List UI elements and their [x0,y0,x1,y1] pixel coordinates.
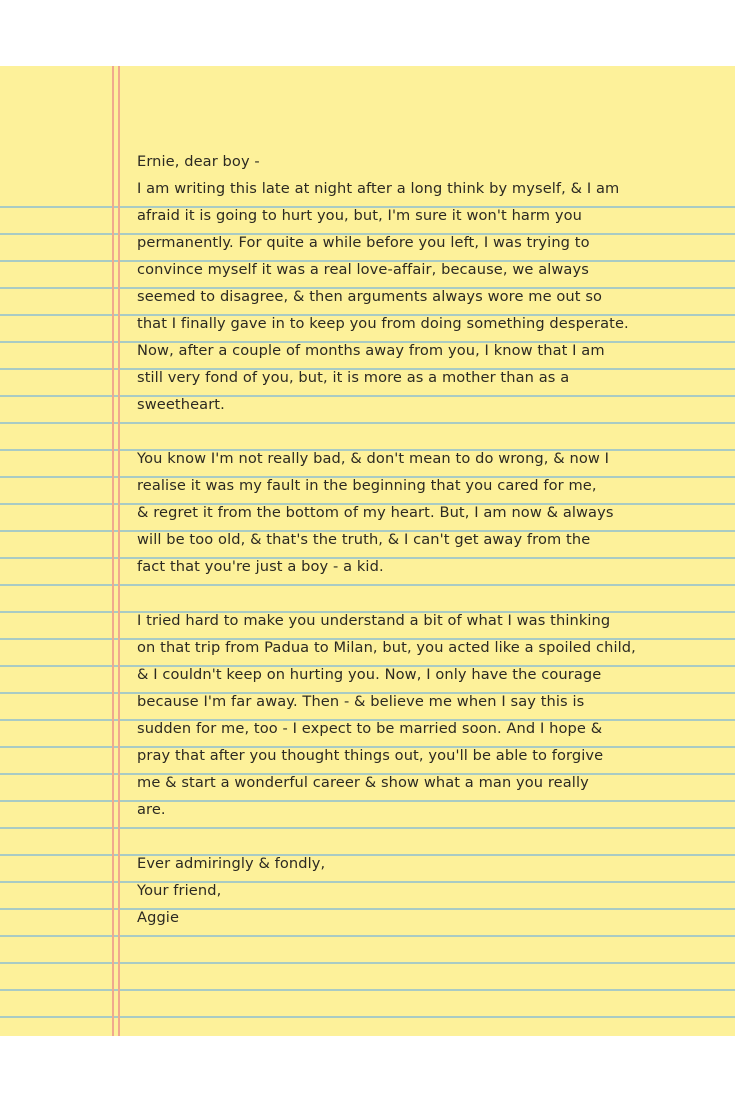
paragraph-gap [137,823,697,850]
paragraph-3-line: & I couldn't keep on hurting you. Now, I only have the courage [137,666,602,683]
paragraph-1-line: sweetheart. [137,396,225,413]
signature: Aggie [137,909,180,926]
perforated-edge [0,62,735,70]
margin-line [118,66,120,1036]
paragraph-gap [137,580,697,607]
paragraph-3-line: I tried hard to make you understand a bit of what I was thinking [137,612,611,629]
paragraph-1-line: seemed to disagree, & then arguments always wore me out so [137,288,603,305]
paragraph-3-line: me & start a wonderful career & show what a man you really [137,774,589,791]
paragraph-1-line: convince myself it was a real love-affair, because, we always [137,261,589,278]
paragraph-2-line: fact that you're just a boy - a kid. [137,558,384,575]
salutation: Ernie, dear boy - [137,153,260,170]
paragraph-2-line: & regret it from the bottom of my heart. But, I am now & always [137,504,614,521]
closing: Ever admiringly & fondly, [137,855,326,872]
paragraph-3-line: sudden for me, too - I expect to be married soon. And I hope & [137,720,603,737]
paragraph-1-line: that I finally gave in to keep you from doing something desperate. [137,315,629,332]
paragraph-1-line: permanently. For quite a while before you left, I was trying to [137,234,590,251]
paragraph-1-line: I am writing this late at night after a long think by myself, & I am [137,180,620,197]
paragraph-1-line: afraid it is going to hurt you, but, I'm sure it won't harm you [137,207,582,224]
paragraph-gap [137,418,697,445]
paragraph-2-line: realise it was my fault in the beginning that you cared for me, [137,477,597,494]
paragraph-2-line: You know I'm not really bad, & don't mean to do wrong, & now I [137,450,610,467]
sign-off: Your friend, [137,882,222,899]
paragraph-3-line: pray that after you thought things out, you'll be able to forgive [137,747,604,764]
margin-line [112,66,114,1036]
paragraph-3-line: on that trip from Padua to Milan, but, you acted like a spoiled child, [137,639,636,656]
paragraph-3-line: are. [137,801,166,818]
paragraph-3-line: because I'm far away. Then - & believe me when I say this is [137,693,585,710]
letter-body [137,148,697,931]
paragraph-1-line: Now, after a couple of months away from you, I know that I am [137,342,605,359]
paragraph-2-line: will be too old, & that's the truth, & I can't get away from the [137,531,591,548]
paragraph-1-line: still very fond of you, but, it is more as a mother than as a [137,369,570,386]
